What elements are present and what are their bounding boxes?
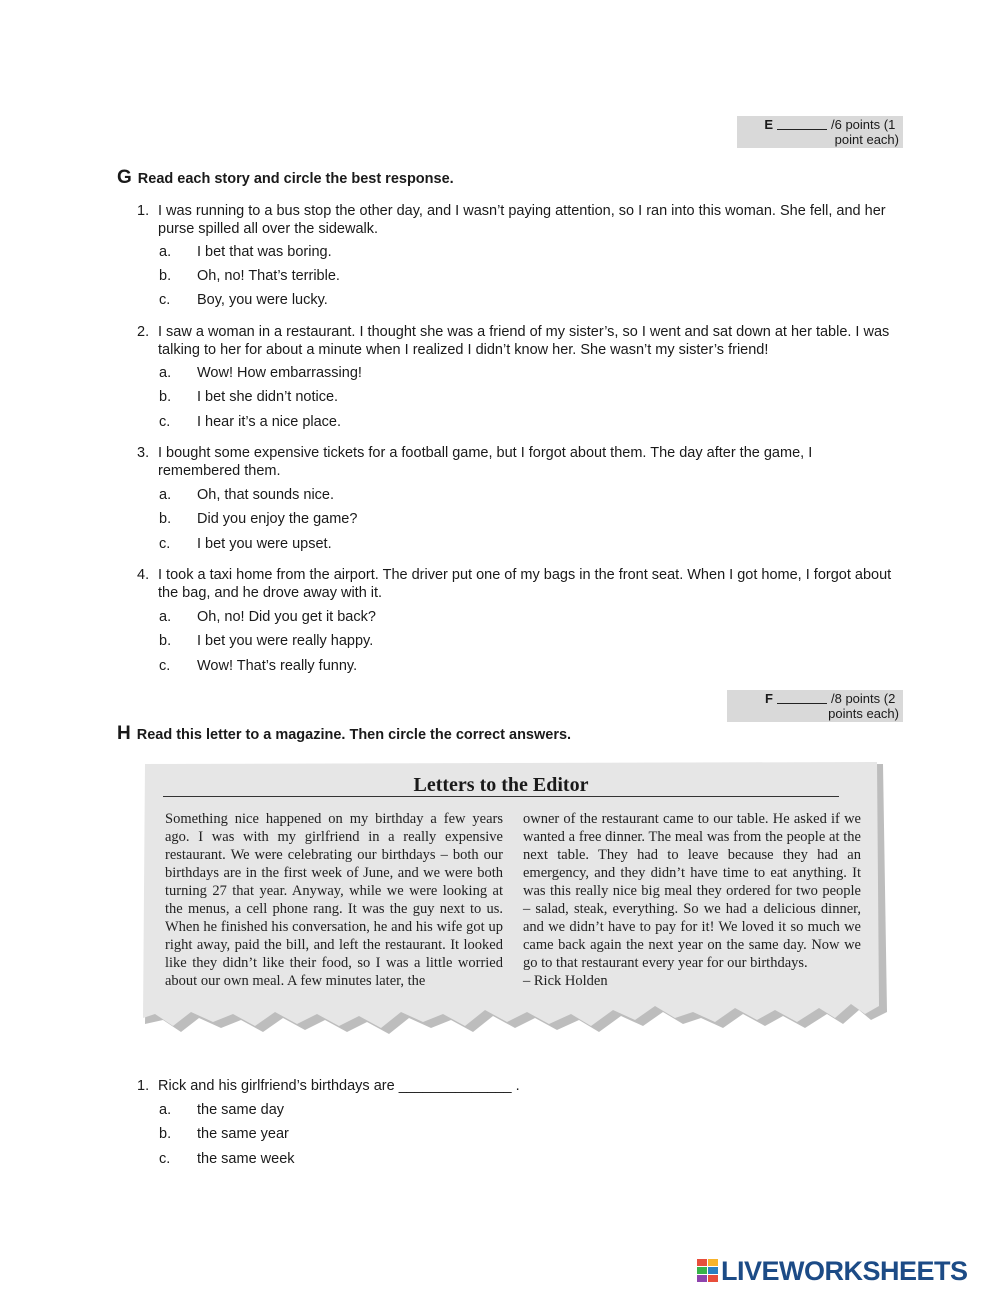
option-g2-b[interactable] [159,388,338,406]
letter-column-left [165,810,503,990]
letter-column-right [523,810,861,990]
option-letter: a. [159,1102,172,1118]
option-h1-c[interactable] [159,1150,295,1168]
option-text: Oh, no! That’s terrible. [197,268,340,284]
section-instruction: Read this letter to a magazine. Then circle the correct answers. [136,727,572,743]
option-text: I bet she didn’t notice. [197,389,339,405]
option-g4-c[interactable] [159,657,357,675]
letter-signature: – Rick Holden [523,973,608,989]
option-g3-b[interactable] [159,510,357,528]
option-h1-a[interactable] [159,1101,284,1119]
question-text: I took a taxi home from the airport. The driver put one of my bags in the front seat. When I got home, I forgot about the bag, and he drove away with it. [158,567,892,601]
option-text: Did you enjoy the game? [197,511,358,527]
score-box-e [737,116,903,148]
letter-title: Letters to the Editor [413,774,589,796]
option-letter: b. [159,1126,172,1142]
question-text: I saw a woman in a restaurant. I thought she was a friend of my sister’s, so I went and sat down at her table. I was talking to her for about a minute when I realized I didn’t know her. She wasn’t my sister’s friend! [158,324,890,358]
option-g1-a[interactable] [159,243,332,261]
question-number: 1. [137,1078,150,1094]
option-letter: c. [159,1151,171,1167]
question-text: I was running to a bus stop the other day, and I wasn’t paying attention, so I ran into this woman. She fell, and her purse spilled all over the sidewalk. [158,203,886,237]
logo-text: LIVEWORKSHEETS [721,1255,968,1286]
option-text: Oh, that sounds nice. [197,487,335,503]
option-text: the same week [197,1151,295,1167]
score-points: /8 points (2 [831,691,896,706]
score-points: /6 points (1 [831,117,896,132]
option-g1-b[interactable] [159,267,340,285]
option-g1-c[interactable] [159,291,328,309]
option-text: I bet you were upset. [197,536,332,552]
letter-text-left: Something nice happened on my birthday a few years ago. I was with my girlfriend in a really expensive restaurant. We were celebrating our birthdays – both our birthdays are in the first week of June, and we were both turning 27 that year. Anyway, while we were looking at the menus, a cell phone rang. It was the guy next to us. When he finished his conversation, he and his wife got up right away, paid the bill, and left the restaurant. It looked like they didn’t like their food, so I was a little worried about our own meal. A few minutes later, the [165,811,503,989]
option-text: Boy, you were lucky. [197,292,328,308]
option-letter: b. [159,633,172,649]
question-number: 4. [137,567,150,583]
score-box-f [727,690,903,722]
option-text: the same day [197,1102,285,1118]
option-letter: b. [159,268,172,284]
question-g3 [137,444,857,480]
section-h-heading [117,723,571,745]
section-letter: H [117,723,131,744]
option-letter: a. [159,487,172,503]
option-g4-a[interactable] [159,608,376,626]
section-letter: G [117,167,132,188]
section-instruction: Read each story and circle the best response. [137,171,454,187]
option-letter: c. [159,536,171,552]
question-g1 [137,202,907,238]
logo-blocks-icon [697,1259,719,1283]
question-number: 3. [137,445,150,461]
option-text: Oh, no! Did you get it back? [197,609,376,625]
option-g2-a[interactable] [159,364,362,382]
option-text: I bet that was boring. [197,244,332,260]
question-h1 [137,1077,907,1095]
question-number: 1. [137,203,150,219]
option-text: I bet you were really happy. [197,633,374,649]
option-g2-c[interactable] [159,413,341,431]
option-text: Wow! That’s really funny. [197,658,358,674]
score-points-note: point each) [834,132,899,147]
option-g3-a[interactable] [159,486,334,504]
section-g-heading [117,167,454,189]
score-blank[interactable] [777,117,827,130]
option-text: I hear it’s a nice place. [197,414,342,430]
option-letter: a. [159,365,172,381]
option-g3-c[interactable] [159,535,332,553]
option-g4-b[interactable] [159,632,373,650]
score-points-note: points each) [828,706,899,721]
option-letter: c. [159,658,171,674]
question-text: I bought some expensive tickets for a football game, but I forgot about them. The day after the game, I remembered them. [158,445,813,479]
liveworksheets-logo[interactable] [697,1256,968,1286]
option-letter: c. [159,414,171,430]
letter-text-right: owner of the restaurant came to our table. He asked if we wanted a free dinner. The meal was from the people at the next table. They had to leave because they had an emergency, and they didn’t have time to eat anything. It was this really nice big meal they ordered for two people – salad, steak, everything. So we had a delicious dinner, and we didn’t have to pay for it! We loved it so much we came back again the next year on the same day. Now we go to that restaurant every year for our birthdays. [523,811,861,971]
option-letter: b. [159,389,172,405]
option-h1-b[interactable] [159,1125,289,1143]
question-text: Rick and his girlfriend’s birthdays are ______________ . [158,1078,520,1094]
option-letter: c. [159,292,171,308]
option-text: the same year [197,1126,289,1142]
title-rule [163,796,839,797]
option-letter: a. [159,244,172,260]
score-letter: E [764,117,773,132]
option-letter: a. [159,609,172,625]
letter-clipping [143,762,859,1040]
score-blank[interactable] [777,691,827,704]
question-g2 [137,323,907,359]
option-letter: b. [159,511,172,527]
question-g4 [137,566,907,602]
score-letter: F [765,691,773,706]
option-text: Wow! How embarrassing! [197,365,362,381]
question-number: 2. [137,324,150,340]
